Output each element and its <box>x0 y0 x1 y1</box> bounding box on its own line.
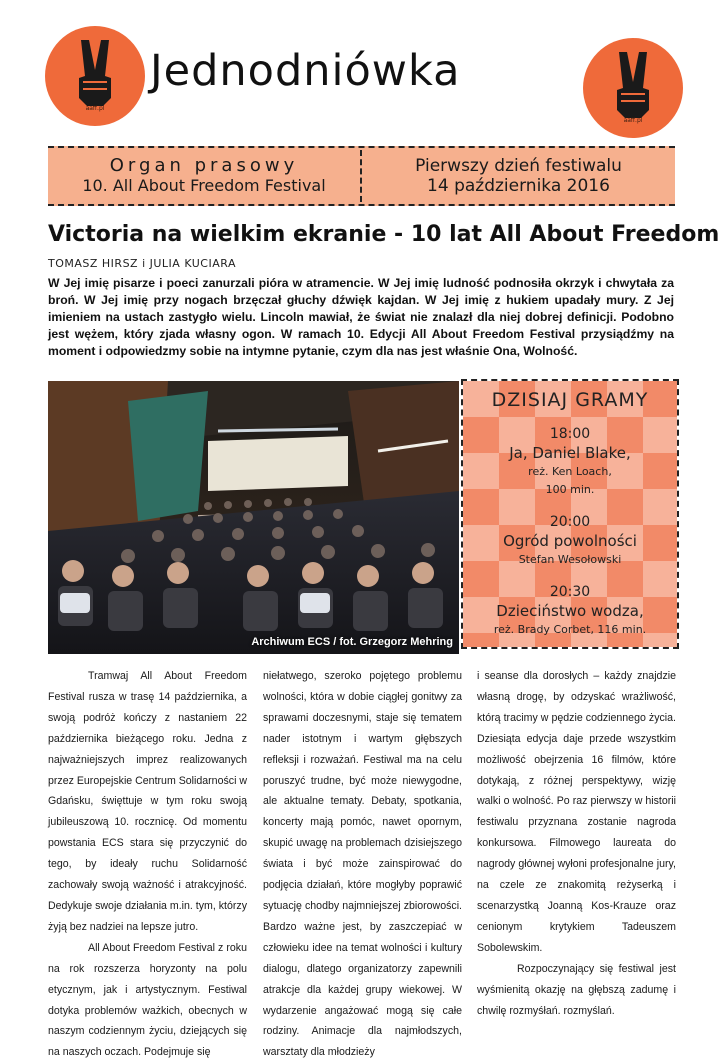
article-paragraph: i seanse dla dorosłych – każdy znajdzie własną drogę, by odzyskać wrażliwość, którą tracimy w pędzie codziennego życia. Dziesiąta edycja daje przede wszystkim możliwość obejrzenia 16 filmów, które dotykają, z różnej perspektywy, wizję walki o wolność. Po raz pierwszy w historii festiwalu przyznana zostanie nagroda konkursowa. Filmowego laureata do nagrody głównej wyłoni profesjonalne jury, na czele ze znakomitą reżyserką i scenarzystką Joanną Kos-Krauze oraz cenionym krytykiem Tadeuszem Sobolewskim. <box>477 670 676 954</box>
logo-caption: aaff.pl <box>623 117 643 124</box>
article-lead: W Jej imię pisarze i poeci zanurzali pióra w atramencie. W Jej imię ludność podnosiła okrzyk i chwytała za broń. W Jej imię przy nogach brzęczał głuchy dźwięk kajdan. W Jej imię z hukiem upadały mury. Z Jej imieniem na ustach zastygło wielu. Lincoln mawiał, że świat nie znalazł dla niej dobrej definicji. Podobno jest wężem, który zjada własny ogon. W ramach 10. Edycji All About Freedom Festival przysiądźmy na moment i odpowiedzmy sobie na intymne pytanie, czym dla nas jest właśnie Ona, Wolność. <box>48 276 674 359</box>
screening-time: 18:00 <box>549 426 591 442</box>
screening-duration: 100 min. <box>545 483 595 496</box>
screening-film: Ja, Daniel Blake, <box>509 444 631 462</box>
banner-day-label: Pierwszy dzień festiwalu <box>415 156 622 176</box>
screening-time: 20:00 <box>549 514 591 530</box>
festival-logo-right <box>583 38 683 138</box>
cinema-photo <box>48 381 459 654</box>
article-column-2 <box>263 666 462 1063</box>
banner-left <box>48 156 360 196</box>
screening-time: 20:30 <box>549 584 591 600</box>
screening-film: Dzieciństwo wodza, <box>496 602 644 620</box>
festival-logo-left <box>45 26 145 126</box>
screening-director: reż. Ken Loach, <box>528 465 612 478</box>
article-paragraph: All About Freedom Festival z roku na rok rozszerza horyzonty na polu etycznym, jak i artystycznym. Festiwal dotyka problemów ważkich, obecnych w naszym codziennym życiu, dziejących się na naszych oczach. Podejmuje się <box>48 941 247 1059</box>
issue-banner <box>48 146 675 206</box>
masthead-title: Jednodniówka <box>150 46 461 96</box>
article-authors: TOMASZ HIRSZ i JULIA KUCIARA <box>48 257 236 270</box>
screening-film: Ogród powolności <box>503 532 637 550</box>
schedule-title: DZISIAJ GRAMY <box>491 389 649 411</box>
logo-caption: aaff.pl <box>85 105 105 112</box>
screening-director: reż. Brady Corbet, 116 min. <box>493 623 647 636</box>
schedule-content <box>463 381 677 639</box>
article-headline: Victoria na wielkim ekranie - 10 lat All About Freedom <box>48 222 720 247</box>
screening-director: Stefan Wesołowski <box>518 553 622 566</box>
article-column-3 <box>477 666 676 1021</box>
banner-organ-label: Organ prasowy <box>109 155 299 176</box>
article-paragraph: niełatwego, szeroko pojętego problemu wolności, która w dobie ciągłej gonitwy za sprawami doczesnymi, staje się tematem nader istotnym i wartym głębszych refleksji i rozważań. Festiwal ma na celu poruszyć trudne, być może niewygodne, ale aktualne tematy. Debaty, spotkania, koncerty mają pomóc, nawet opornym, skupić uwagę na problemach dzisiejszego świata i być może zainspirować do podjęcia działań, które mogłyby poprawić sytuację chodby najmniejszej zbiorowości. Bardzo ważne jest, by zaszczepiać w człowieku idee na temat wolności i kultury dialogu, dlatego organizatorzy zapewnili atrakcje dla każdej grupy wiekowej. W wydarzenie angażować mogą się całe rodziny. Animacje dla najmłodszych, warsztaty dla młodzieży <box>263 670 462 1059</box>
schedule-box <box>461 379 679 649</box>
banner-right <box>362 156 675 196</box>
banner-date: 14 października 2016 <box>427 176 610 196</box>
cinema-audience-image <box>48 381 459 654</box>
article-column-1 <box>48 666 247 1063</box>
article-paragraph: Rozpoczynający się festiwal jest wyśmienitą okazję na głębszą zadumę i chwilę rozmyśłań. rozmyślań. <box>477 962 676 1017</box>
banner-festival-name: 10. All About Freedom Festival <box>82 176 326 195</box>
photo-credit: Archiwum ECS / fot. Grzegorz Mehring <box>251 636 453 648</box>
article-paragraph: Tramwaj All About Freedom Festival rusza w trasę 14 października, a swoją podróż kończy z nastaniem 22 października bieżącego roku. Jedna z najważniejszych imprez realizowanych przez Europejskie Centrum Solidarności w Gdańsku, święttuje w tym roku swoją jubileuszową 10. rocznicę. Od momentu powstania ECS stara się przyczynić do tego, by ideały ruchu Solidarność zachowały swoją ważność i atrakcyjność. Dedykuje swoje działania m.in. tym, którzy żyją bez nadziei na lepsze jutro. <box>48 670 248 933</box>
